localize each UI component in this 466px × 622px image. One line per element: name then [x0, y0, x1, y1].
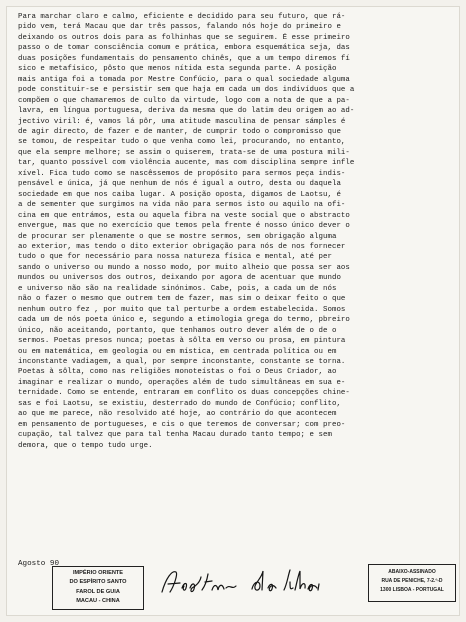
typed-line: cina em que entrámos, esta ou aquela fibra na veste social que o abstracto [18, 211, 350, 220]
stamp-left-line: DO ESPÍRITO SANTO [69, 579, 127, 586]
typed-line: ternidade. Como se entende, entraram em conflito os duas concepções chine- [18, 389, 350, 398]
typed-line: deixando os outros dois para as folhinhas que se seguirem. É esse primeiro [18, 33, 350, 42]
typed-line: passo o de tomar consciência comum e prática, embora esquemática seja, das [18, 44, 350, 53]
letter-date: Agosto 90 [18, 560, 60, 568]
typed-line: e universo não são na realidade sinónimos. Cabe, pois, a cada um de nós [18, 284, 337, 293]
stamp-left-line: IMPÉRIO ORIENTE [72, 570, 124, 576]
typed-line: lavra, em língua portuguesa, deriva da mesma que do latim deu origem ao ad- [18, 107, 355, 116]
typed-line: de procurar ser plenamente o que se mostre sermos, sem obrigação alguma [18, 232, 337, 241]
handwritten-signature [156, 568, 322, 598]
typed-line: xível. Fica tudo como se nascêssemos de propósito para sermos peça indis- [18, 169, 346, 178]
typed-line: Para marchar claro e calmo, eficiente e decidido para seu futuro, que rá- [18, 13, 346, 21]
typed-line: pido vem, terá Macau que dar três passos, falando nós hoje do primeiro e [18, 23, 341, 32]
typed-line: sociedade em que nos caiba lugar. A posição oposta, digamos de Laotsu, é [18, 190, 341, 199]
typed-line: ou em matemática, em geologia ou em mística, em centrada política ou em [18, 347, 337, 356]
stamp-imperio-oriente [52, 566, 144, 610]
typed-line: tudo o que for necessário para nossa natureza física e mental, até per [18, 253, 332, 262]
typed-line: duas posições fundamentais do pensamento chinês, que a um tempo diremos fí [18, 54, 350, 63]
typed-line: se tomou, de respeitar tudo o que venha como lei, procurando, no entanto, [18, 138, 346, 147]
typed-line: que ela sempre melhore; se assim o quiserem, trata-se de uma postura mili- [18, 148, 350, 157]
stamp-right-line: 1300 LISBOA - PORTUGAL [380, 586, 444, 593]
typed-line: a de sementer que surgimos na vida não para sermos isto ou aquilo na ofi- [18, 201, 346, 210]
typed-line: de agir directo, de fazer e de manter, de cumprir todo o compromisso que [18, 127, 341, 136]
typed-line: tar, quanto possível com violência aucente, mas com disciplina sempre infle [18, 159, 355, 168]
typed-line: imaginar e realizar o mundo, operações além de tudo simultâneas em sua e- [18, 378, 346, 387]
typed-line: pode constituir-se e persistir sem que haja em cada um dos indivíduos que a [18, 86, 355, 95]
typed-line: cupação, tal talvez que para tal tenha Macau durado tanto tempo; e sem [18, 431, 332, 440]
stamp-left-line: MACAU - CHINA [76, 598, 120, 605]
typed-line: ao exterior, mas tendo o dito exterior obrigação para nós de nos fornecer [18, 242, 346, 251]
stamp-left-line: FAROL DE GUIA [76, 588, 120, 595]
typed-line: inconstante vadiagem, a qual, por sempre inconstante, constante se torna. [18, 357, 346, 366]
typed-line: mais antiga foi a tomada por Mestre Confúcio, para o qual sociedade alguma [18, 75, 350, 84]
typed-line: único, não aceitando, portanto, que tenhamos outro dever além de o de o [18, 326, 337, 335]
typed-line: jectivo viril: é, vamos lá pôr, uma atitude masculina de pensar sámples é [18, 117, 346, 126]
typed-line: não o fazer o mesmo que outrem tem de fazer, mas sim o deixar feito o que [18, 295, 346, 304]
typed-letter-body [18, 12, 446, 451]
typed-line: sico e metafísico, pôsto que menos nítida esta segunda parte. A posição [18, 65, 337, 74]
typed-line: envergue, mas que no exercício que temos pela frente é nosso único dever o [18, 222, 350, 231]
typed-line: demora, que o tempo tudo urge. [18, 441, 153, 450]
typed-line: sermos. Poetas presos nunca; poetas à sôlta em verso ou prosa, em pintura [18, 337, 346, 346]
typed-line: cada um de nós poeta único e, segundo a etimologia grega do termo, pbreiro [18, 316, 350, 325]
typed-line: Poetas à sôlta, como nas religiões monoteístas o foi o Deus Criador, ao [18, 368, 337, 377]
typed-line: ao que me parece, não resolvido até hoje, ao contrário do que acontecem [18, 410, 337, 419]
typed-line: em pensamento de portugueses, e cis o que teremos de conversar; com preo- [18, 420, 346, 429]
typed-line: sando o universo ou mundo a nosso modo, por muito alheio que possa ser aos [18, 263, 350, 272]
stamp-right-line: ABAIXO-ASSINADO [388, 569, 436, 575]
stamp-address [368, 564, 456, 602]
typed-line: sas e foi Laotsu, se existiu, desterrado do mundo de Confúcio; conflito, [18, 399, 341, 408]
typed-line: compõem o que chamaremos de culto da virtude, logo com a nota de que a pa- [18, 96, 350, 105]
stamp-right-line: RUA DE PENICHE, 7-2.º-D [381, 577, 443, 584]
typed-line: pensável e única, já que nenhum de nós é igual a outro, desta ou daquela [18, 180, 341, 189]
letter-footer [0, 560, 466, 622]
typed-line: nenhum outro fez , por muito que tal perturbe a ordem estabelecida. Somos [18, 305, 346, 314]
typed-line: mundos ou universos dos outros, deixando por agora de acentuar que mundo [18, 274, 341, 283]
